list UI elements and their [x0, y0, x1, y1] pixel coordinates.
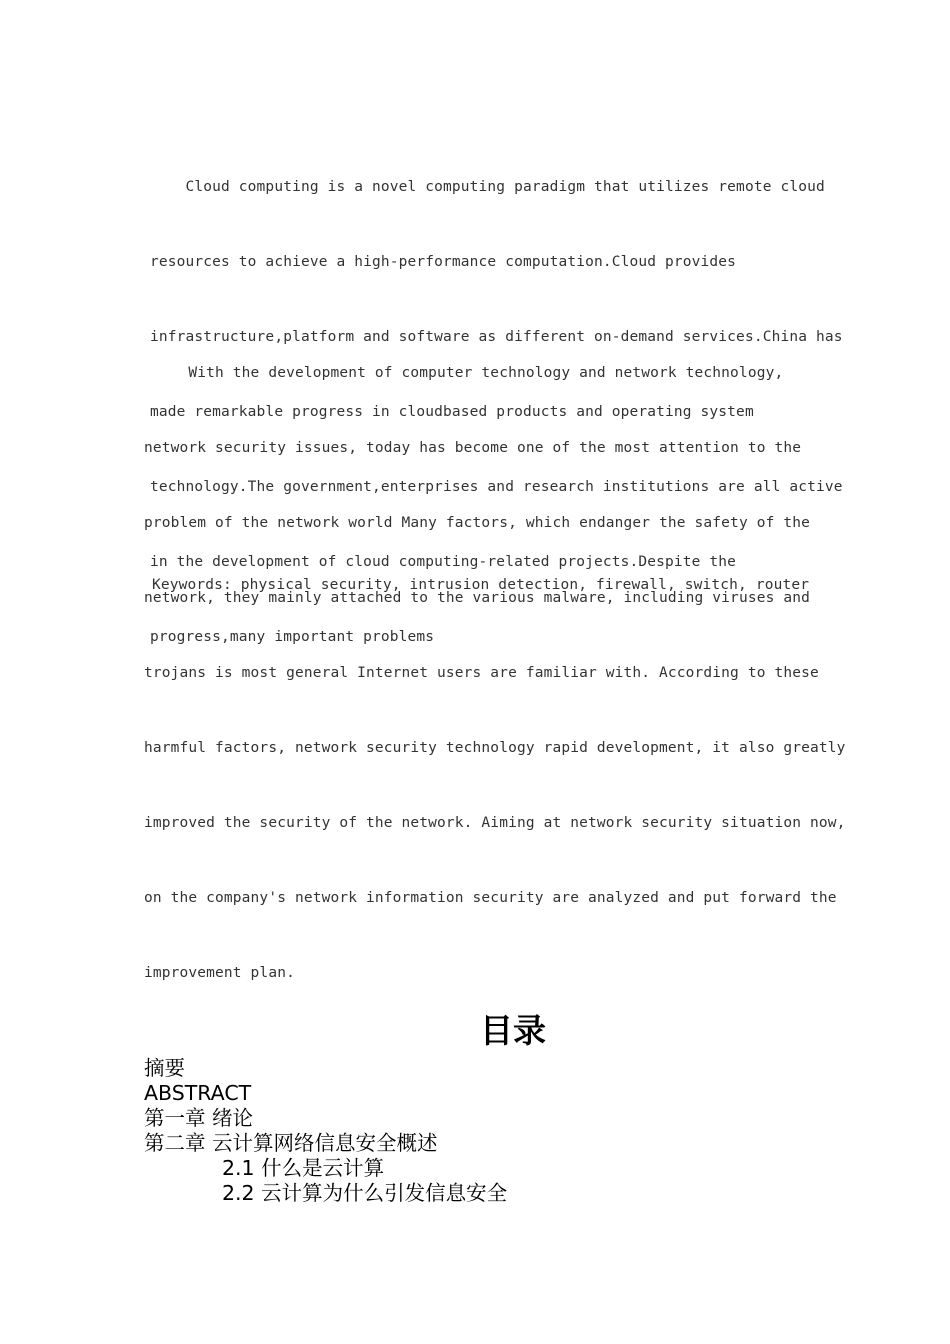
keywords-line: Keywords: physical security, intrusion detection, firewall, switch, router	[152, 577, 810, 593]
text-line: network, they mainly attached to the various malware, including viruses and	[144, 590, 810, 606]
text-line: in the development of cloud computing-related projects.Despite the	[150, 554, 737, 570]
toc-list	[144, 1056, 507, 1206]
abstract-paragraph-2	[144, 311, 846, 1011]
toc-item-section-2-2[interactable]: 2.2 云计算为什么引发信息安全	[222, 1181, 508, 1205]
toc-item-chapter-1[interactable]: 第一章 绪论	[144, 1106, 254, 1130]
text-line: improved the security of the network. Aiming at network security situation now,	[144, 815, 846, 831]
text-line: on the company's network information security are analyzed and put forward the	[144, 890, 837, 906]
text-line: Cloud computing is a novel computing paradigm that utilizes remote cloud	[150, 179, 825, 195]
text-line: problem of the network world Many factors, which endanger the safety of the	[144, 515, 810, 531]
text-line: improvement plan.	[144, 965, 295, 981]
toc-title: 目录	[480, 1011, 546, 1050]
toc-item-chapter-2[interactable]: 第二章 云计算网络信息安全概述	[144, 1131, 438, 1155]
text-line: trojans is most general Internet users are familiar with. According to these	[144, 665, 819, 681]
text-line: network security issues, today has become one of the most attention to the	[144, 440, 802, 456]
toc-item-section-2-1[interactable]: 2.1 什么是云计算	[222, 1156, 385, 1180]
text-line: With the development of computer technology and network technology,	[144, 365, 784, 381]
toc-item-abstract-cn[interactable]: 摘要	[144, 1056, 185, 1080]
text-line: resources to achieve a high-performance computation.Cloud provides	[150, 254, 737, 270]
text-line: infrastructure,platform and software as different on-demand services.China has	[150, 329, 843, 345]
text-line: technology.The government,enterprises and research institutions are all active	[150, 479, 843, 495]
text-line: progress,many important problems	[150, 629, 435, 645]
text-line: made remarkable progress in cloudbased products and operating system	[150, 404, 754, 420]
text-line: harmful factors, network security technology rapid development, it also greatly	[144, 740, 846, 756]
toc-item-abstract-en[interactable]: ABSTRACT	[144, 1081, 252, 1105]
